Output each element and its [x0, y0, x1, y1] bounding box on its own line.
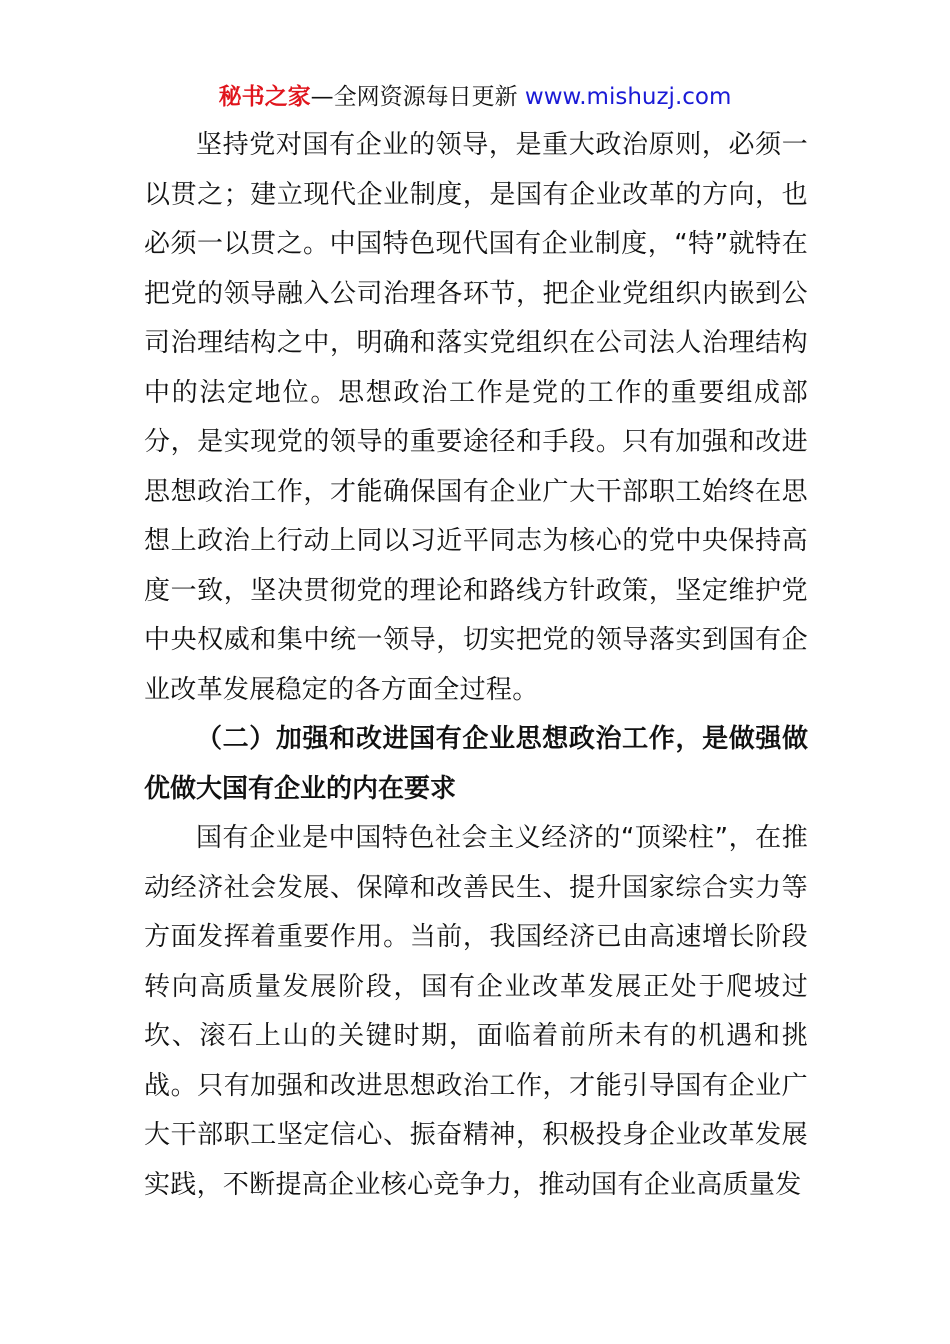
site-url[interactable]: www.mishuzj.com — [524, 84, 732, 110]
section-heading-2: （二）加强和改进国有企业思想政治工作，是做强做优做大国有企业的内在要求 — [144, 724, 808, 804]
paragraph-2: 国有企业是中国特色社会主义经济的“顶梁柱”，在推动经济社会发展、保障和改善民生、提升国家综合实力等方面发挥着重要作用。当前，我国经济已由高速增长阶段转向高质量发展阶段，国有企业改革发展正处于爬坡过坎、滚石上山的关键时期，面临着前所未有的机遇和挑战。只有加强和改进思想政治工作，才能引导国有企业广大干部职工坚定信心、振奋精神，积极投身企业改革发展实践，不断提高企业核心竞争力，推动国有企业高质量发 — [144, 823, 808, 1200]
header-tagline: —全网资源每日更新 — [310, 84, 518, 110]
page-header — [0, 82, 950, 112]
brand-name: 秘书之家 — [218, 84, 311, 110]
document-body — [144, 121, 808, 1210]
paragraph-1: 坚持党对国有企业的领导，是重大政治原则，必须一以贯之；建立现代企业制度，是国有企业改革的方向，也必须一以贯之。中国特色现代国有企业制度，“特”就特在把党的领导融入公司治理各环节，把企业党组织内嵌到公司治理结构之中，明确和落实党组织在公司法人治理结构中的法定地位。思想政治工作是党的工作的重要组成部分，是实现党的领导的重要途径和手段。只有加强和改进思想政治工作，才能确保国有企业广大干部职工始终在思想上政治上行动上同以习近平同志为核心的党中央保持高度一致，坚决贯彻党的理论和路线方针政策，坚定维护党中央权威和集中统一领导，切实把党的领导落实到国有企业改革发展稳定的各方面全过程。 — [144, 130, 808, 705]
